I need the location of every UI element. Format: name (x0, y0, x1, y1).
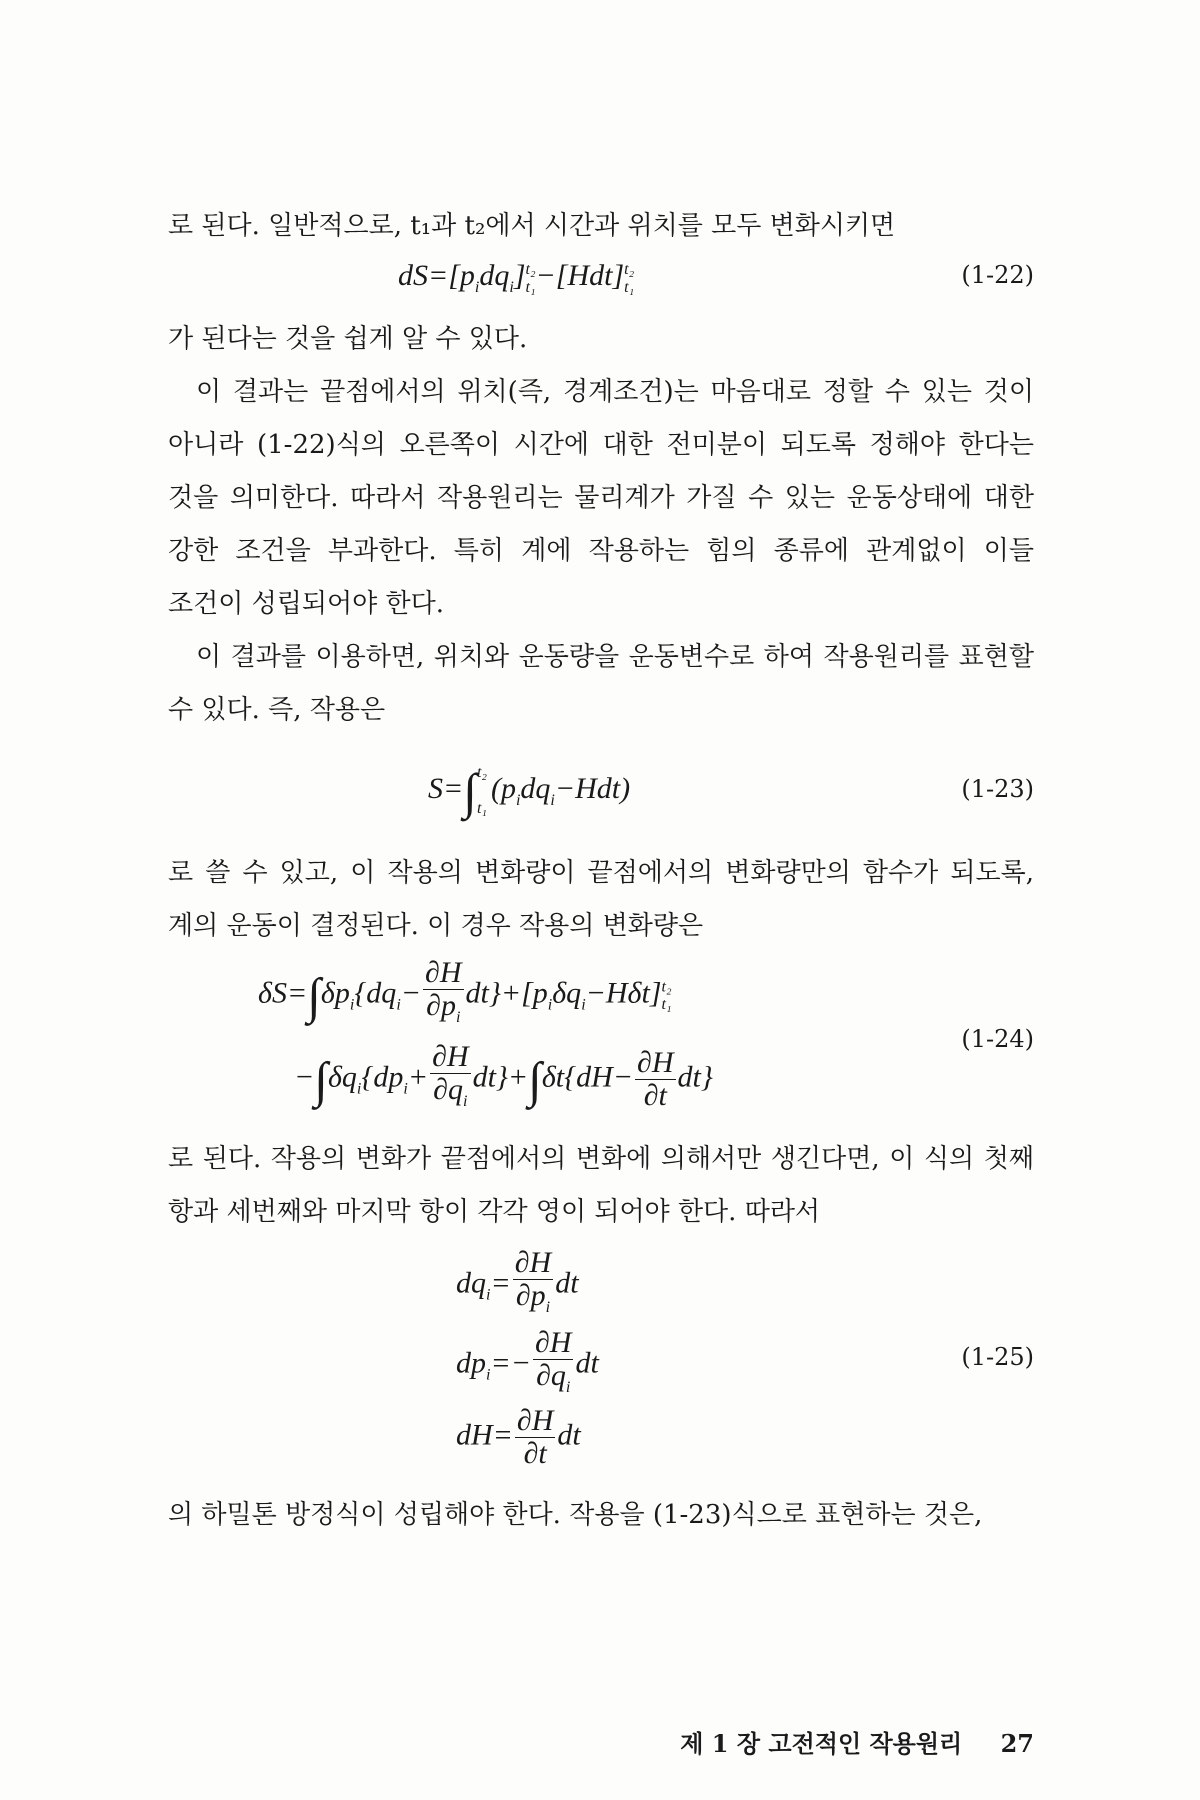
page-number: 27 (1000, 1729, 1034, 1758)
paragraph-7: 의 하밀톤 방정식이 성립해야 한다. 작용을 (1-23)식으로 표현하는 것은, (168, 1500, 983, 1530)
equation-1-23 (168, 737, 1034, 847)
equation-1-24-line-1: $\delta S=\int\delta p_i\{dq_i-$ $\frac{\partial H}{\partial p_i}$ $dt\}+[p_i\delta q_i-H\delta t]^{t_2}_{t_1}$ (258, 956, 672, 1026)
equation-1-25-line-1: $dq_i=$ $\frac{\partial H}{\partial p_i}$ dt (456, 1246, 579, 1316)
equation-1-25-line-3: dH= $\frac{\partial H}{\partial t}$ dt (456, 1404, 581, 1470)
page-footer (680, 1724, 1034, 1759)
chapter-title: 제 1 장 고전적인 작용원리 (680, 1729, 963, 1758)
paragraph-5: 로 쓸 수 있고, 이 작용의 변화량이 끝점에서의 변화량만의 함수가 되도록, 계의 운동이 결정된다. 이 경우 작용의 변화량은 (168, 858, 1034, 941)
paragraph-1: 로 된다. 일반적으로, t₁과 t₂에서 시간과 위치를 모두 변화시키면 (168, 211, 896, 241)
equation-1-22 (168, 253, 1034, 313)
equation-number: (1-22) (961, 261, 1034, 289)
equation-1-22-body: $dS=[p_idq_i]^{t_2}_{t_1}-[Hdt]^{t_2}_{t_1}$ (398, 259, 635, 296)
page-content (168, 200, 1034, 1542)
equation-1-25-line-2: $dp_i=-$ $\frac{\partial H}{\partial q_i}$ dt (456, 1326, 599, 1396)
equation-number: (1-24) (961, 1025, 1034, 1053)
equation-number: (1-25) (961, 1343, 1034, 1371)
paragraph-3: 이 결과는 끝점에서의 위치(즉, 경계조건)는 마음대로 정할 수 있는 것이 아니라 (1-22)식의 오른쪽이 시간에 대한 전미분이 되도록 정해야 한다는 것을 의미한다. 따라서 작용원리는 물리계가 가질 수 있는 운동상태에 대한 강한 조건을 부과한다. 특히 계에 작용하는 힘의 종류에 관계없이 이들 조건이 성립되어야 한다. (168, 377, 1034, 619)
equation-1-25 (168, 1239, 1034, 1489)
equation-1-24 (168, 953, 1034, 1133)
equation-1-24-line-2: $-\int\delta q_i\{dp_i+$ $\frac{\partial H}{\partial q_i}$ dt}+∫δt{dH− $\frac{\partial H}{\partial t}$ dt} (294, 1040, 713, 1112)
equation-number: (1-23) (961, 775, 1034, 803)
paragraph-4: 이 결과를 이용하면, 위치와 운동량을 운동변수로 하여 작용원리를 표현할 수 있다. 즉, 작용은 (168, 642, 1034, 725)
paragraph-6: 로 된다. 작용의 변화가 끝점에서의 변화에 의해서만 생긴다면, 이 식의 첫째 항과 세번째와 마지막 항이 각각 영이 되어야 한다. 따라서 (168, 1144, 1034, 1227)
paragraph-2: 가 된다는 것을 쉽게 알 수 있다. (168, 324, 528, 354)
equation-1-23-body: S=∫ t₂ t₁ $(p_idq_i-Hdt)$ (428, 763, 631, 819)
